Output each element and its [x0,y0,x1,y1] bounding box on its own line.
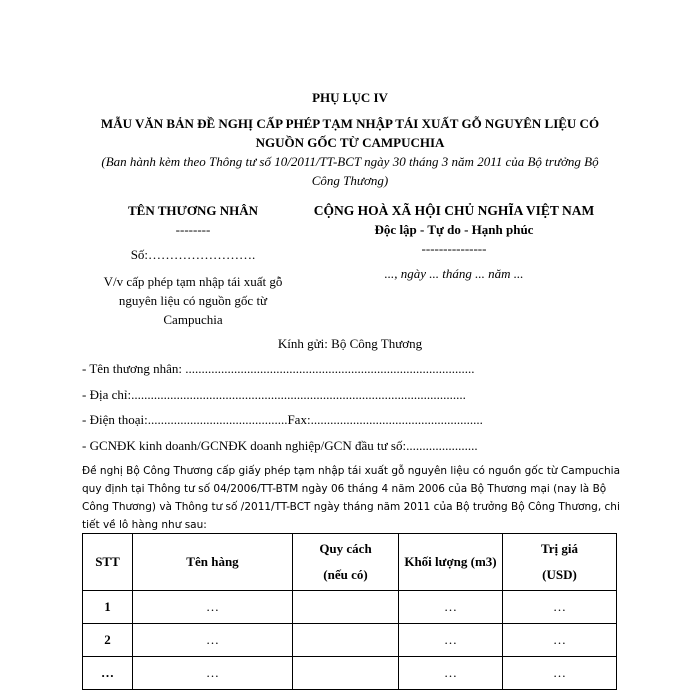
request-line4: tiết về lô hàng như sau: [82,519,207,531]
header-value-line1: Trị giá [541,541,578,556]
national-motto: Độc lập - Tự do - Hạnh phúc [374,222,534,237]
cell-stt: … [83,657,133,690]
document-title-line1: MẪU VĂN BẢN ĐỀ NGHỊ CẤP PHÉP TẠM NHẬP TÁI XUẤT GỖ NGUYÊN LIỆU CÓ [100,116,600,131]
header-weight: Khối lượng (m3) [399,534,503,591]
cell-goods-name: … [133,624,293,657]
document-date: ..., ngày ... tháng ... năm ... [384,266,524,281]
header-spec-line1: Quy cách [319,541,372,556]
recipient: Kính gửi: Bộ Công Thương [277,336,423,351]
cell-goods-name: … [133,591,293,624]
table-row [83,657,617,690]
field-license: - GCNĐK kinh doanh/GCNĐK doanh nghiệp/GCN đầu tư số:...................... [82,438,478,453]
cell-value: … [503,591,617,624]
table-row [83,591,617,624]
cell-spec [293,591,399,624]
country-name: CỘNG HOÀ XÃ HỘI CHỦ NGHĨA VIỆT NAM [313,203,595,218]
cell-spec [293,657,399,690]
document-number: Số:……………………. [130,247,256,262]
header-value [503,534,617,591]
merchant-block [78,201,308,329]
cell-stt: 2 [83,624,133,657]
cell-weight: … [399,657,503,690]
cell-spec [293,624,399,657]
request-line1: Đề nghị Bộ Công Thương cấp giấy phép tạm nhập tái xuất gỗ nguyên liệu có nguồn gốc từ Campuchia [82,465,621,477]
header-value-line2: (USD) [542,567,577,582]
cell-goods-name: … [133,657,293,690]
header-goods-name: Tên hàng [133,534,293,591]
header-stt: STT [83,534,133,591]
issued-note-line2: Công Thương) [311,173,389,188]
issued-note-line1: (Ban hành kèm theo Thông tư số 10/2011/TT-BCT ngày 30 tháng 3 năm 2011 của Bộ trưởng Bộ [101,154,599,169]
document-header [60,88,640,190]
request-line2: quy định tại Thông tư số 04/2006/TT-BTM ngày 06 tháng 4 năm 2006 của Bộ Thương mại (nay là Bộ [82,483,607,495]
cell-weight: … [399,591,503,624]
cell-weight: … [399,624,503,657]
country-block [290,201,618,283]
merchant-name: TÊN THƯƠNG NHÂN [127,203,258,218]
appendix-title: PHỤ LỤC IV [312,90,388,105]
cell-stt: 1 [83,591,133,624]
cell-value: … [503,624,617,657]
table-row [83,624,617,657]
request-line3: Công Thương) và Thông tư số /2011/TT-BCT ngày tháng năm 2011 của Bộ trưởng Bộ Công Thương, chi [82,501,620,513]
cell-value: … [503,657,617,690]
subject-line2: nguyên liệu có nguồn gốc từ [118,293,268,308]
field-phone-fax: - Điện thoại:...........................................Fax:..................................................... [82,412,483,427]
header-spec [293,534,399,591]
motto-dashes: --------------- [421,241,487,256]
header-spec-line2: (nếu có) [323,567,368,582]
merchant-dashes: -------- [175,222,211,237]
goods-table [82,533,617,690]
field-address: - Địa chỉ:....................................................................................................... [82,387,466,402]
subject-line1: V/v cấp phép tạm nhập tái xuất gỗ [103,274,283,289]
subject-line3: Campuchia [163,312,223,327]
field-merchant-name: - Tên thương nhân: ......................................................................................... [82,361,475,376]
request-paragraph [82,462,622,534]
table-header-row [83,534,617,591]
document-title-line2: NGUỒN GỐC TỪ CAMPUCHIA [255,135,445,150]
